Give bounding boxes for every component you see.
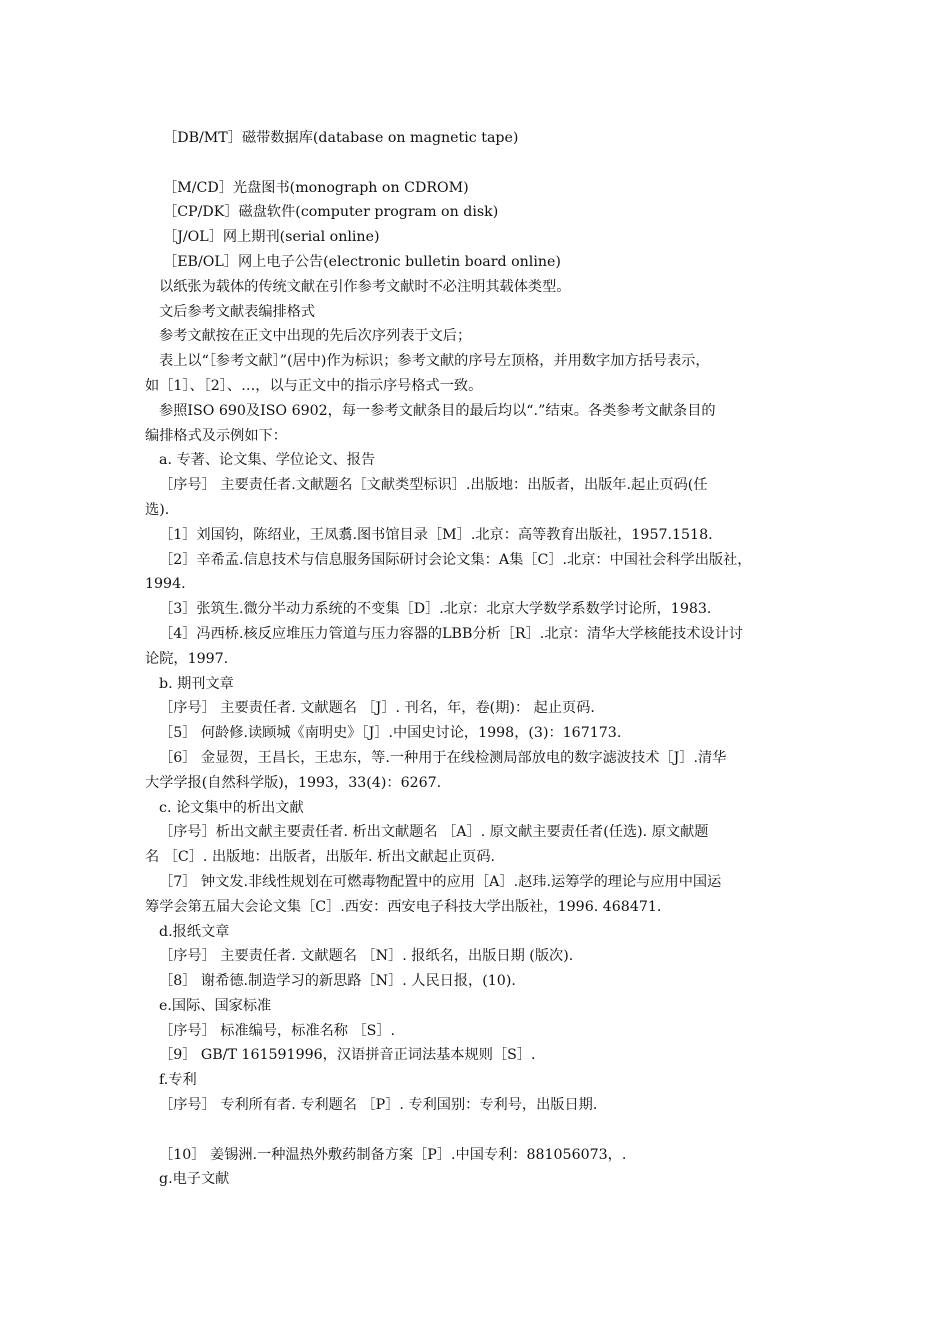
text-line: 表上以“［参考文献］”(居中)作为标识；参考文献的序号左顶格，并用数字加方括号表示， bbox=[159, 353, 710, 370]
text-line: ［EB/OL］网上电子公告(electronic bulletin board online) bbox=[163, 253, 561, 270]
subsection-heading: b. 期刊文章 bbox=[159, 675, 234, 692]
format-template: ［序号］ 标准编号，标准名称 ［S］. bbox=[159, 1022, 396, 1039]
reference-entry: ［8］ 谢希德.制造学习的新思路［N］. 人民日报，(10). bbox=[159, 973, 516, 990]
format-template: ［序号］ 主要责任者.文献题名［文献类型标识］.出版地：出版者，出版年.起止页码(任 bbox=[159, 477, 708, 494]
text-line: 参照ISO 690及ISO 6902，每一参考文献条目的最后均以“.”结束。各类参考文献条目的 bbox=[159, 402, 716, 419]
reference-entry: ［7］ 钟文发.非线性规划在可燃毒物配置中的应用［A］.赵玮.运筹学的理论与应用中国运 bbox=[159, 873, 722, 890]
subsection-heading: g.电子文献 bbox=[159, 1171, 230, 1188]
section-heading: 文后参考文献表编排格式 bbox=[159, 303, 316, 320]
text-line: 大学学报(自然科学版)，1993，33(4)：6267. bbox=[145, 774, 442, 791]
subsection-heading: f.专利 bbox=[159, 1072, 197, 1089]
format-template: ［序号］ 主要责任者. 文献题名 ［N］. 报纸名，出版日期 (版次). bbox=[159, 948, 574, 965]
text-line: ［J/OL］网上期刊(serial online) bbox=[163, 229, 380, 246]
reference-entry: ［5］ 何龄修.读顾城《南明史》［J］.中国史讨论，1998，(3)：167173. bbox=[159, 725, 622, 742]
reference-entry: ［10］ 姜锡洲.一种温热外敷药制备方案［P］.中国专利：881056073，. bbox=[159, 1146, 627, 1163]
reference-entry: ［4］冯西桥.核反应堆压力管道与压力容器的LBB分析［R］.北京：清华大学核能技术设计讨 bbox=[159, 625, 743, 642]
reference-entry: ［6］ 金显贺，王昌长，王忠东，等.一种用于在线检测局部放电的数字滤波技术［J］.清华 bbox=[159, 749, 727, 766]
format-template: ［序号］析出文献主要责任者. 析出文献题名 ［A］. 原文献主要责任者(任选). 原文献题 bbox=[159, 824, 709, 841]
text-line: 选). bbox=[145, 501, 170, 518]
text-line: 以纸张为载体的传统文献在引作参考文献时不必注明其载体类型。 bbox=[159, 278, 571, 295]
reference-entry: ［3］张筑生.微分半动力系统的不变集［D］.北京：北京大学数学系数学讨论所，1983. bbox=[159, 601, 712, 618]
text-line: 如［1］、［2］、…，以与正文中的指示序号格式一致。 bbox=[145, 377, 483, 394]
subsection-heading: e.国际、国家标准 bbox=[159, 997, 272, 1014]
text-line: ［CP/DK］磁盘软件(computer program on disk) bbox=[163, 204, 499, 221]
format-template: ［序号］ 主要责任者. 文献题名 ［J］. 刊名，年，卷(期)： 起止页码. bbox=[159, 700, 595, 717]
document-body bbox=[145, 126, 815, 1192]
subsection-heading: d.报纸文章 bbox=[159, 923, 230, 940]
subsection-heading: a. 专著、论文集、学位论文、报告 bbox=[159, 452, 376, 469]
format-template: ［序号］ 专利所有者. 专利题名 ［P］. 专利国别：专利号，出版日期. bbox=[159, 1097, 598, 1114]
text-line: 名 ［C］. 出版地：出版者，出版年. 析出文献起止页码. bbox=[145, 849, 496, 866]
text-line: 筹学会第五届大会论文集［C］.西安：西安电子科技大学出版社，1996. 468471. bbox=[145, 898, 662, 915]
blank-line bbox=[145, 151, 815, 176]
subsection-heading: c. 论文集中的析出文献 bbox=[159, 799, 304, 816]
reference-entry: ［9］ GB/T 161591996，汉语拼音正词法基本规则［S］. bbox=[159, 1047, 536, 1064]
reference-entry: ［1］刘国钧，陈绍业，王凤翥.图书馆目录［M］.北京：高等教育出版社，1957.1518. bbox=[159, 526, 713, 543]
text-line: ［M/CD］光盘图书(monograph on CDROM) bbox=[163, 179, 469, 196]
text-line: 1994. bbox=[145, 576, 186, 593]
reference-entry: ［2］辛希孟.信息技术与信息服务国际研讨会论文集：A集［C］.北京：中国社会科学出版社， bbox=[159, 551, 752, 568]
text-line: 参考文献按在正文中出现的先后次序列表于文后； bbox=[159, 328, 472, 345]
text-line: 编排格式及示例如下： bbox=[145, 427, 287, 444]
text-line: 论院，1997. bbox=[145, 650, 229, 667]
text-line: ［DB/MT］磁带数据库(database on magnetic tape) bbox=[163, 130, 519, 146]
blank-line bbox=[145, 1118, 815, 1143]
